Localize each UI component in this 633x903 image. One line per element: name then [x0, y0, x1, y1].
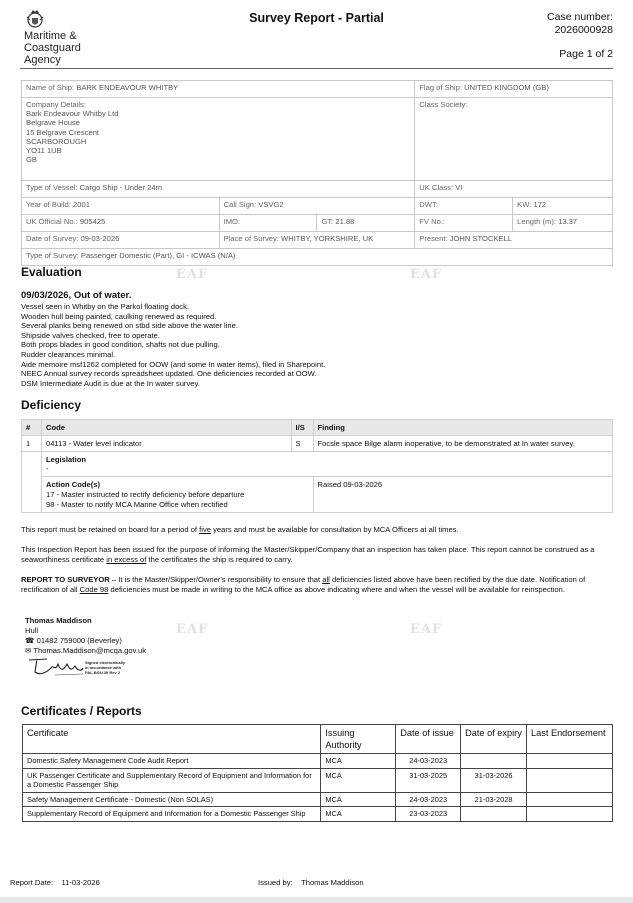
table-row: Safety Management Certificate - Domestic (Non SOLAS) MCA 24-03-2023 21-03-2028 [23, 792, 613, 807]
document-title: Survey Report - Partial [249, 11, 384, 25]
col-last-endorsement: Last Endorsement [527, 725, 613, 754]
col-number: # [22, 420, 42, 436]
raised-date-cell: Raised 09-03-2026 [313, 477, 613, 513]
surveyor-phone: 01482 759000 (Beverley) [36, 636, 122, 645]
imo-cell: IMO: [219, 215, 317, 232]
report-date: Report Date: 11-03-2026 [10, 878, 100, 887]
evaluation-heading: Evaluation [21, 265, 82, 279]
ship-details-table [21, 80, 613, 266]
svg-text:PAL.BGU.39 Rev 2: PAL.BGU.39 Rev 2 [85, 670, 121, 675]
surveyor-email[interactable]: Thomas.Maddison@mcqa.gov.uk [33, 646, 147, 655]
phone-icon: ☎ [25, 636, 35, 645]
survey-date-cell: Date of Survey: 09-03-2026 [22, 232, 220, 249]
evaluation-line: Vessel seen in Whitby on the Parkol floating dock. [21, 302, 190, 311]
watermark-stamp: EAF [410, 267, 443, 282]
issued-by: Issued by: Thomas Maddison [258, 878, 364, 887]
evaluation-line: Wooden hull being painted, caulking renewed as required. [21, 311, 217, 321]
evaluation-text [21, 302, 325, 388]
page-number: Page 1 of 2 [559, 48, 613, 60]
page-bottom-edge [0, 897, 633, 903]
certificates-table [22, 724, 613, 822]
company-details-cell: Company Details: Bark Endeavour Whitby Ltd Belgrave House 15 Belgrave Crescent SCARBOROUGH YO11 1UB GB [22, 98, 415, 181]
case-number: Case number: 2026000928 [547, 11, 613, 36]
uk-class-cell: UK Class: VI [415, 181, 613, 198]
surveyor-office: Hull [25, 626, 39, 635]
report-to-surveyor-note: REPORT TO SURVEYOR – It is the Master/Skipper/Owner's responsibility to ensure that all deficiencies listed above have been rectified by the due date. Notification of rectification of all Code 98 deficiencies must be made in writing to the MCA office as above indicating where and when the vessel will be available for reinspection. [21, 575, 586, 594]
surveyor-name: Thomas Maddison [25, 616, 92, 625]
evaluation-line: Several planks being renewed on stbd side above the water line. [21, 321, 238, 331]
agency-name: Maritime & Coastguard Agency [24, 30, 81, 66]
survey-type-cell: Type of Survey: Passenger Domestic (Part), GI - ICWAS (N/A) [22, 249, 613, 266]
inspection-note: This Inspection Report has been issued for the purpose of informing the Master/Skipper/Company that an inspection has taken place. This report cannot be construed as a seaworthiness certificate in excess of the certificates the ship is required to carry. [21, 545, 595, 564]
col-is: I/S [291, 420, 313, 436]
length-cell: Length (m): 13.37 [513, 215, 613, 232]
surveyor-block [25, 616, 146, 656]
present-cell: Present: JOHN STOCKELL [415, 232, 613, 249]
legislation-cell: Legislation - [41, 452, 612, 477]
table-row: 1 04113 - Water level indicator S Focsle space Bilge alarm inoperative, to be demonstrated at In water survey. [22, 436, 613, 452]
table-row: Supplementary Record of Equipment and Information for a Domestic Passenger Ship MCA 23-03-2023 [23, 807, 613, 822]
year-build-cell: Year of Build: 2001 [22, 198, 220, 215]
watermark-stamp: EAF [176, 267, 209, 282]
call-sign-cell: Call Sign: VSVG2 [219, 198, 415, 215]
col-finding: Finding [313, 420, 613, 436]
gt-cell: GT: 21.88 [317, 215, 415, 232]
deficiency-table [21, 419, 613, 513]
certificates-heading: Certificates / Reports [21, 704, 142, 718]
svg-text:Signed electronically: Signed electronically [85, 660, 126, 665]
evaluation-line: Shipside valves checked, free to operate. [21, 330, 160, 340]
table-row: UK Passenger Certificate and Supplementary Record of Equipment and Information for a Domestic Passenger Ship MCA 31-03-2025 31-03-2026 [23, 768, 613, 792]
vessel-type-cell: Type of Vessel: Cargo Ship - Under 24m [22, 181, 415, 198]
handwritten-signature [25, 656, 175, 678]
evaluation-line: DSM Intermediate Audit is due at the In water survey. [21, 378, 200, 388]
email-icon: ✉ [25, 646, 32, 655]
col-code: Code [41, 420, 291, 436]
deficiency-heading: Deficiency [21, 398, 82, 412]
fv-cell: FV No.: [415, 215, 513, 232]
dwt-cell: DWT: [415, 198, 513, 215]
survey-place-cell: Place of Survey: WHITBY, YORKSHIRE, UK [219, 232, 415, 249]
retention-note: This report must be retained on board for a period of five years and must be available for consultation by MCA Officers at all times. [21, 525, 459, 534]
col-issuing-authority: Issuing Authority [321, 725, 396, 754]
flag-cell: Flag of Ship: UNITED KINGDOM (GB) [415, 81, 613, 98]
col-certificate: Certificate [23, 725, 321, 754]
evaluation-line: Aide memoire msf1262 completed for OOW (and some In water items), filed in Sharepoint. [21, 359, 326, 369]
class-society-cell: Class Society: [415, 98, 613, 181]
col-date-of-expiry: Date of expiry [461, 725, 527, 754]
svg-text:in accordance with: in accordance with [85, 665, 122, 670]
evaluation-line: Both props blades in good condition, shafts not due pulling. [21, 340, 220, 350]
evaluation-date-line: 09/03/2026, Out of water. [21, 290, 132, 301]
table-row: Domestic Safety Management Code Audit Report MCA 24-03-2023 [23, 754, 613, 769]
col-date-of-issue: Date of issue [396, 725, 461, 754]
kw-cell: KW: 172 [513, 198, 613, 215]
evaluation-line: NEEC Annual survey records spreadsheet updated. One deficiencies recorded at OOW. [21, 369, 317, 379]
ship-name-cell: Name of Ship: BARK ENDEAVOUR WHITBY [22, 81, 415, 98]
watermark-stamp: EAF [410, 622, 443, 637]
header-divider [20, 68, 613, 69]
action-codes-cell: Action Code(s) 17 - Master instructed to rectify deficiency before departure 98 - Master to notify MCA Marine Office when rectified [41, 477, 313, 513]
watermark-stamp: EAF [176, 622, 209, 637]
official-no-cell: UK Official No.: 905425 [22, 215, 220, 232]
evaluation-line: Rudder clearances minimal. [21, 349, 116, 359]
